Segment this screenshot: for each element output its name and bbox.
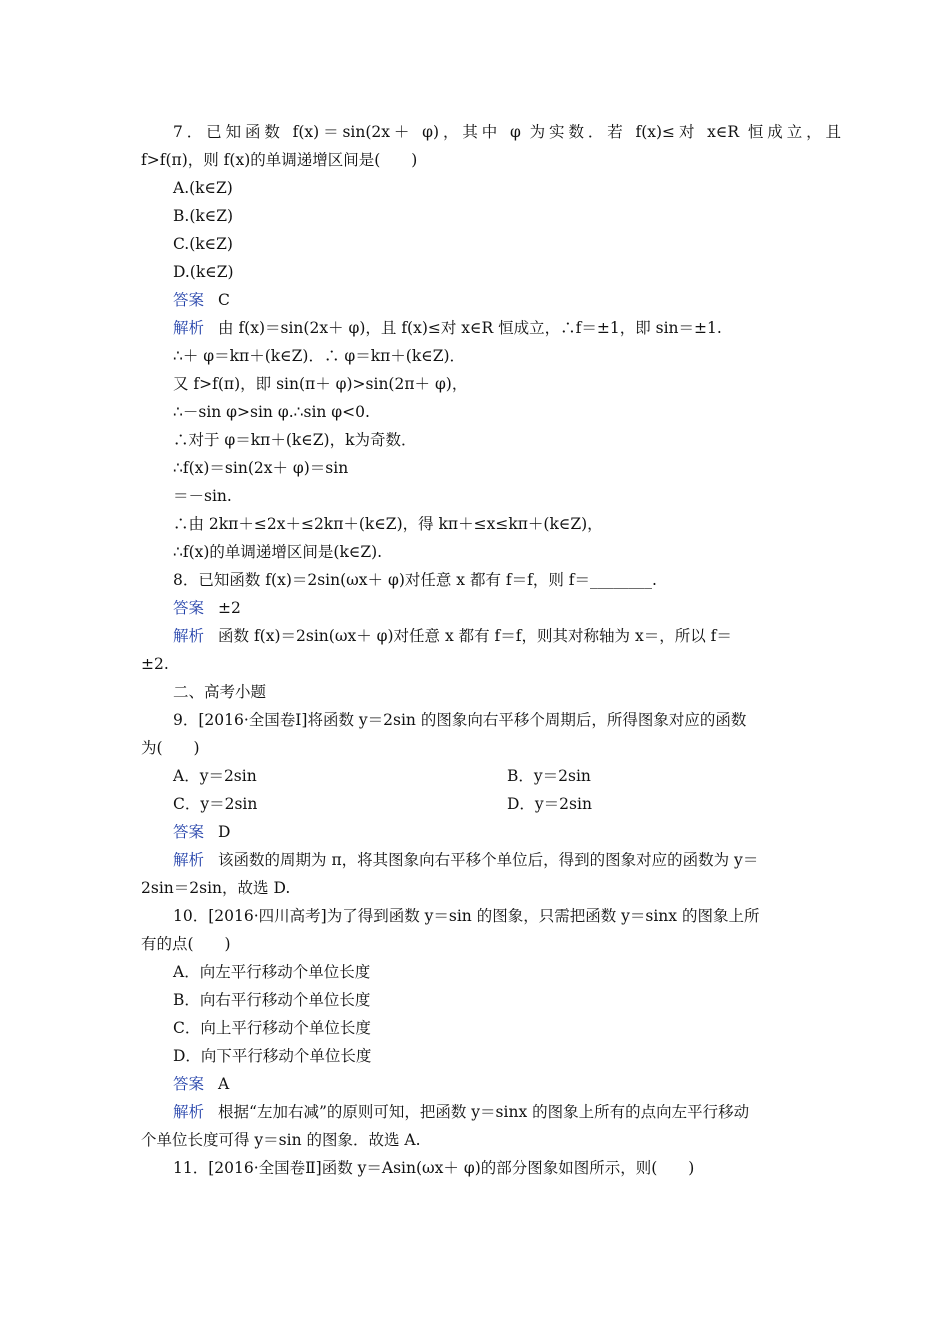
q8-analysis-line1 [173,626,732,646]
answer-label: 答案 [173,291,205,309]
q10-option-b: B．向右平行移动个单位长度 [173,991,371,1009]
analysis-text: 该函数的周期为 π，将其图象向右平移个单位后，得到的图象对应的函数为 y＝ [218,851,759,869]
q9-option-c: C．y＝2sin [173,795,258,813]
answer-value: A [218,1075,230,1093]
q9-answer [173,822,230,842]
q7-analysis-line7: ＝－sin. [173,487,232,505]
section-title: 二、高考小题 [173,683,267,701]
q9-option-a: A．y＝2sin [173,767,257,785]
q9-option-b: B．y＝2sin [507,767,591,785]
analysis-label: 解析 [173,851,205,869]
q7-analysis-line2: ∴＋ φ＝kπ＋(k∈Z)．∴ φ＝kπ＋(k∈Z)． [173,347,466,365]
q10-analysis-line1 [173,1102,749,1122]
analysis-label: 解析 [173,627,205,645]
q7-option-d: D.(k∈Z) [173,263,234,281]
q10-answer [173,1074,229,1094]
answer-value: D [218,823,231,841]
answer-value: ±2 [218,599,241,617]
q9-analysis-line2: 2sin＝2sin，故选 D. [141,879,291,897]
analysis-text: 由 f(x)＝sin(2x＋ φ)，且 f(x)≤对 x∈R 恒成立，∴f＝±1，即 sin＝±1. [218,319,722,337]
q7-analysis-line1 [173,318,722,338]
q7-answer [173,290,230,310]
q9-stem-line2: 为( ) [141,739,200,757]
q7-analysis-line5: ∴对于 φ＝kπ＋(k∈Z)，k为奇数． [173,431,417,449]
q8-answer [173,598,241,618]
analysis-text: 根据“左加右减”的原则可知，把函数 y＝sinx 的图象上所有的点向左平行移动 [218,1103,750,1121]
answer-label: 答案 [173,599,205,617]
q9-stem-line1: 9．[2016·全国卷Ⅰ]将函数 y＝2sin 的图象向右平移个周期后，所得图象对应的函数 [173,711,747,729]
q7-analysis-line8: ∴由 2kπ＋≤2x＋≤2kπ＋(k∈Z)，得 kπ＋≤x≤kπ＋(k∈Z)， [173,515,603,533]
q7-analysis-line9: ∴f(x)的单调递增区间是(k∈Z). [173,543,383,561]
analysis-label: 解析 [173,1103,205,1121]
q10-option-c: C．向上平行移动个单位长度 [173,1019,371,1037]
q7-option-b: B.(k∈Z) [173,207,234,225]
q7-stem-line2: f>f(π)，则 f(x)的单调递增区间是( ) [141,151,418,169]
q10-stem-line1: 10．[2016·四川高考]为了得到函数 y＝sin 的图象，只需把函数 y＝sinx 的图象上所 [173,907,760,925]
analysis-label: 解析 [173,319,205,337]
q10-option-a: A．向左平行移动个单位长度 [173,963,371,981]
q7-option-c: C.(k∈Z) [173,235,233,253]
q8-stem: 8．已知函数 f(x)＝2sin(ωx＋ φ)对任意 x 都有 f＝f，则 f＝________. [173,571,657,589]
q7-analysis-line4: ∴－sin φ>sin φ.∴sin φ<0. [173,403,370,421]
q10-option-d: D．向下平行移动个单位长度 [173,1047,372,1065]
answer-label: 答案 [173,823,205,841]
q7-analysis-line3: 又 f>f(π)，即 sin(π＋ φ)>sin(2π＋ φ)， [173,375,468,393]
q9-option-d: D．y＝2sin [507,795,592,813]
q10-analysis-line2: 个单位长度可得 y＝sin 的图象．故选 A. [141,1131,421,1149]
q7-option-a: A.(k∈Z) [173,179,233,197]
q10-stem-line2: 有的点( ) [141,935,231,953]
answer-label: 答案 [173,1075,205,1093]
q8-analysis-line2: ±2. [141,655,169,673]
answer-value: C [218,291,230,309]
q7-analysis-line6: ∴f(x)＝sin(2x＋ φ)＝sin [173,459,349,477]
q11-stem: 11．[2016·全国卷Ⅱ]函数 y＝Asin(ωx＋ φ)的部分图象如图所示，则( ) [173,1159,695,1177]
q9-analysis-line1 [173,850,758,870]
q7-stem-line1: 7．已知函数 f(x)＝sin(2x＋ φ)，其中 φ 为实数．若 f(x)≤对 x∈R 恒成立，且 [173,123,841,141]
analysis-text: 函数 f(x)＝2sin(ωx＋ φ)对任意 x 都有 f＝f，则其对称轴为 x＝，所以 f＝ [218,627,732,645]
